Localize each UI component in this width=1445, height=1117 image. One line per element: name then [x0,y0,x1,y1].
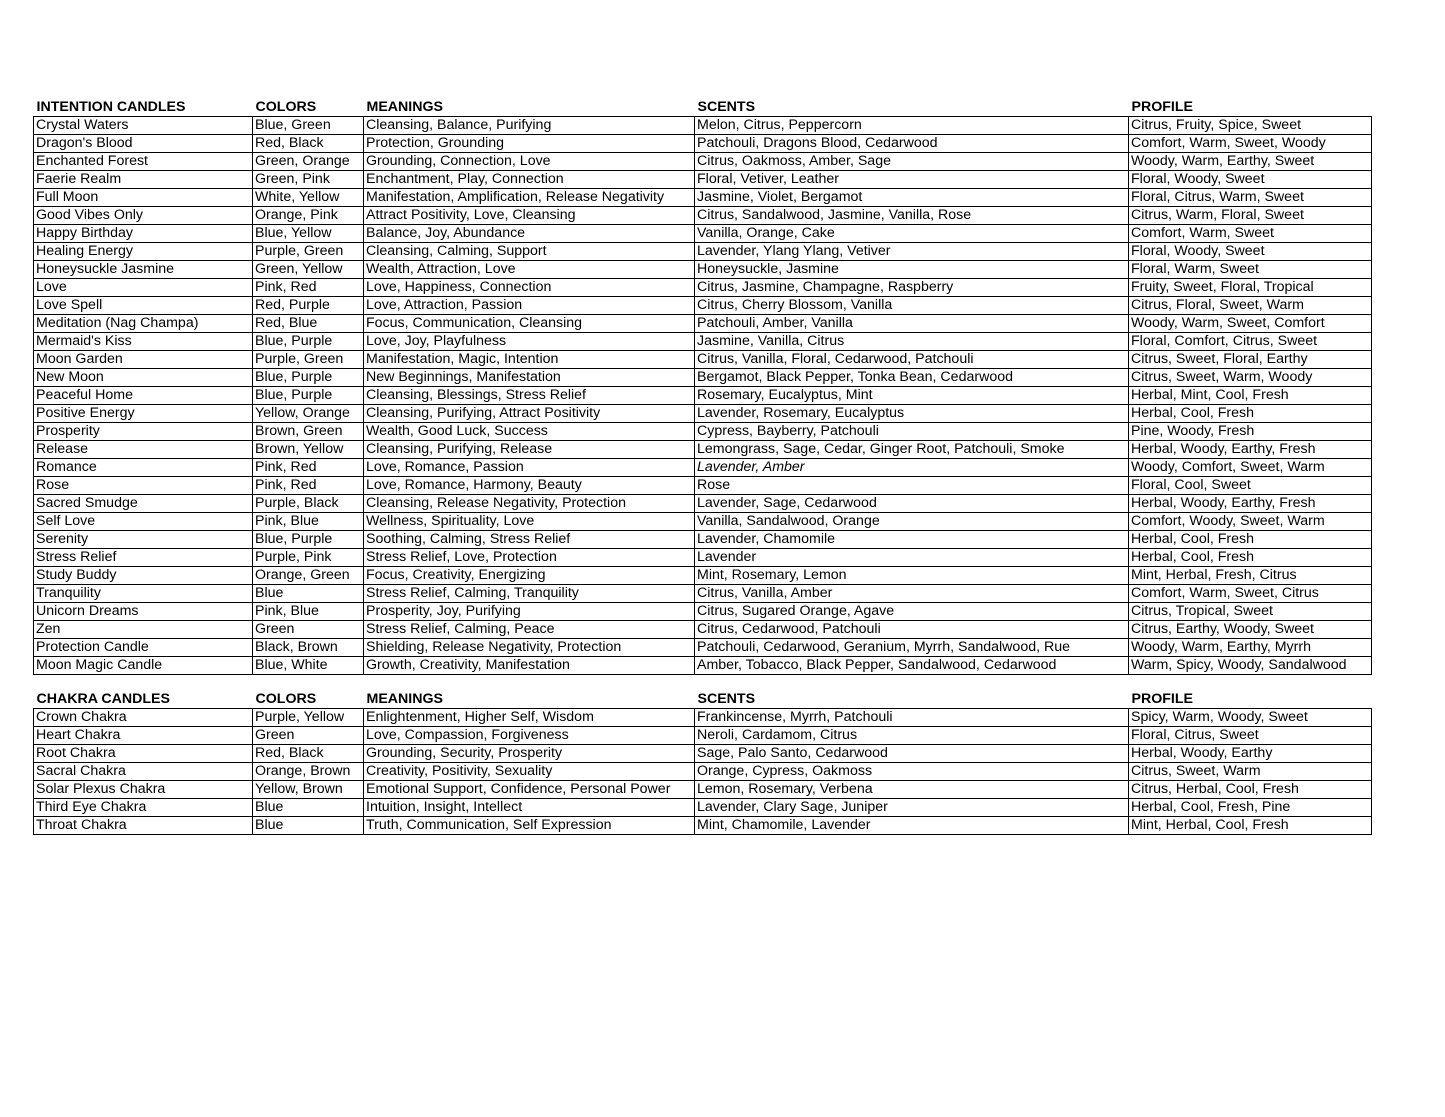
profile-cell: Floral, Citrus, Sweet [1129,727,1372,745]
colors-cell: Purple, Green [253,351,364,369]
scents-cell: Mint, Rosemary, Lemon [695,567,1129,585]
table-row [34,243,1372,261]
table-row [34,459,1372,477]
scents-cell: Citrus, Oakmoss, Amber, Sage [695,153,1129,171]
colors-cell: Blue [253,817,364,835]
profile-cell: Floral, Cool, Sweet [1129,477,1372,495]
scents-cell: Mint, Chamomile, Lavender [695,817,1129,835]
colors-cell: Green, Pink [253,171,364,189]
colors-cell: Yellow, Orange [253,405,364,423]
profile-cell: Comfort, Warm, Sweet, Citrus [1129,585,1372,603]
profile-cell: Herbal, Cool, Fresh [1129,405,1372,423]
scents-cell: Lavender, Ylang Ylang, Vetiver [695,243,1129,261]
meanings-cell: Love, Joy, Playfulness [364,333,695,351]
table-row [34,657,1372,675]
colors-cell: Pink, Red [253,477,364,495]
profile-cell: Fruity, Sweet, Floral, Tropical [1129,279,1372,297]
meanings-cell: Stress Relief, Calming, Peace [364,621,695,639]
table-row [34,621,1372,639]
meanings-cell: Stress Relief, Calming, Tranquility [364,585,695,603]
meanings-cell: Creativity, Positivity, Sexuality [364,763,695,781]
table-row [34,441,1372,459]
candle-name-cell: Meditation (Nag Champa) [34,315,253,333]
meanings-cell: Shielding, Release Negativity, Protection [364,639,695,657]
scents-cell: Lavender, Rosemary, Eucalyptus [695,405,1129,423]
meanings-cell: Grounding, Connection, Love [364,153,695,171]
meanings-cell: Soothing, Calming, Stress Relief [364,531,695,549]
candle-name-cell: Faerie Realm [34,171,253,189]
profile-cell: Herbal, Woody, Earthy [1129,745,1372,763]
meanings-cell: Grounding, Security, Prosperity [364,745,695,763]
colors-cell: Purple, Yellow [253,709,364,727]
candle-name-cell: Honeysuckle Jasmine [34,261,253,279]
scents-cell: Citrus, Cherry Blossom, Vanilla [695,297,1129,315]
candle-name-cell: Full Moon [34,189,253,207]
profile-cell: Citrus, Fruity, Spice, Sweet [1129,117,1372,135]
scents-cell: Citrus, Vanilla, Amber [695,585,1129,603]
profile-cell: Herbal, Woody, Earthy, Fresh [1129,441,1372,459]
header-intention-candles: INTENTION CANDLES [36,99,186,115]
scents-cell: Amber, Tobacco, Black Pepper, Sandalwood, Cedarwood [695,657,1129,675]
scents-cell: Lavender [695,549,1129,567]
meanings-cell: Wellness, Spirituality, Love [364,513,695,531]
colors-cell: Brown, Green [253,423,364,441]
scents-cell: Patchouli, Dragons Blood, Cedarwood [695,135,1129,153]
candle-name-cell: Love Spell [34,297,253,315]
profile-cell: Comfort, Warm, Sweet [1129,225,1372,243]
colors-cell: Blue [253,585,364,603]
colors-cell: Purple, Green [253,243,364,261]
profile-cell: Citrus, Sweet, Warm, Woody [1129,369,1372,387]
colors-cell: Red, Black [253,745,364,763]
meanings-cell: Focus, Creativity, Energizing [364,567,695,585]
scents-cell: Frankincense, Myrrh, Patchouli [695,709,1129,727]
scents-cell: Neroli, Cardamom, Citrus [695,727,1129,745]
candle-name-cell: Unicorn Dreams [34,603,253,621]
candle-name-cell: Protection Candle [34,639,253,657]
header-profile: PROFILE [1131,691,1193,707]
meanings-cell: Cleansing, Release Negativity, Protection [364,495,695,513]
table-row [34,171,1372,189]
candle-name-cell: Enchanted Forest [34,153,253,171]
colors-cell: Orange, Pink [253,207,364,225]
candle-name-cell: Sacral Chakra [34,763,253,781]
scents-cell: Vanilla, Sandalwood, Orange [695,513,1129,531]
scents-cell: Citrus, Sugared Orange, Agave [695,603,1129,621]
profile-cell: Mint, Herbal, Cool, Fresh [1129,817,1372,835]
profile-cell: Citrus, Herbal, Cool, Fresh [1129,781,1372,799]
meanings-cell: Focus, Communication, Cleansing [364,315,695,333]
profile-cell: Herbal, Cool, Fresh [1129,531,1372,549]
table-row [34,207,1372,225]
profile-cell: Floral, Woody, Sweet [1129,171,1372,189]
scents-cell: Citrus, Vanilla, Floral, Cedarwood, Patchouli [695,351,1129,369]
header-scents: SCENTS [697,691,756,707]
profile-cell: Spicy, Warm, Woody, Sweet [1129,709,1372,727]
colors-cell: Purple, Pink [253,549,364,567]
chakra-candles-table [33,690,1372,835]
colors-cell: Purple, Black [253,495,364,513]
candle-name-cell: Throat Chakra [34,817,253,835]
table-row [34,477,1372,495]
colors-cell: Blue [253,799,364,817]
table-row [34,117,1372,135]
candle-name-cell: Zen [34,621,253,639]
candle-name-cell: Tranquility [34,585,253,603]
scents-cell: Jasmine, Violet, Bergamot [695,189,1129,207]
table-row [34,603,1372,621]
candle-name-cell: Love [34,279,253,297]
meanings-cell: Love, Romance, Passion [364,459,695,477]
profile-cell: Mint, Herbal, Fresh, Citrus [1129,567,1372,585]
profile-cell: Herbal, Mint, Cool, Fresh [1129,387,1372,405]
scents-cell: Patchouli, Cedarwood, Geranium, Myrrh, Sandalwood, Rue [695,639,1129,657]
profile-cell: Herbal, Cool, Fresh, Pine [1129,799,1372,817]
scents-cell: Floral, Vetiver, Leather [695,171,1129,189]
meanings-cell: Attract Positivity, Love, Cleansing [364,207,695,225]
table-row [34,315,1372,333]
header-meanings: MEANINGS [366,99,443,115]
table-row [34,333,1372,351]
table-row [34,297,1372,315]
scents-cell: Orange, Cypress, Oakmoss [695,763,1129,781]
candle-sheet [33,98,1371,835]
colors-cell: Red, Blue [253,315,364,333]
scents-cell: Jasmine, Vanilla, Citrus [695,333,1129,351]
candle-name-cell: Moon Garden [34,351,253,369]
candle-name-cell: Positive Energy [34,405,253,423]
table-row [34,709,1372,727]
scents-cell: Melon, Citrus, Peppercorn [695,117,1129,135]
colors-cell: Red, Black [253,135,364,153]
header-profile: PROFILE [1131,99,1193,115]
meanings-cell: Love, Compassion, Forgiveness [364,727,695,745]
profile-cell: Herbal, Woody, Earthy, Fresh [1129,495,1372,513]
candle-name-cell: Crown Chakra [34,709,253,727]
table-row [34,495,1372,513]
colors-cell: Green [253,727,364,745]
colors-cell: Blue, Purple [253,387,364,405]
meanings-cell: Balance, Joy, Abundance [364,225,695,243]
meanings-cell: Protection, Grounding [364,135,695,153]
colors-cell: Blue, Green [253,117,364,135]
profile-cell: Woody, Warm, Earthy, Myrrh [1129,639,1372,657]
table-row [34,279,1372,297]
header-colors: COLORS [255,691,317,707]
meanings-cell: Love, Attraction, Passion [364,297,695,315]
colors-cell: Blue, Purple [253,369,364,387]
candle-name-cell: Rose [34,477,253,495]
intention-rows [34,117,1372,675]
colors-cell: Pink, Blue [253,603,364,621]
colors-cell: Pink, Blue [253,513,364,531]
scents-cell: Patchouli, Amber, Vanilla [695,315,1129,333]
profile-cell: Citrus, Sweet, Warm [1129,763,1372,781]
meanings-cell: Wealth, Attraction, Love [364,261,695,279]
scents-cell: Cypress, Bayberry, Patchouli [695,423,1129,441]
candle-name-cell: Crystal Waters [34,117,253,135]
meanings-cell: Love, Happiness, Connection [364,279,695,297]
meanings-cell: Cleansing, Balance, Purifying [364,117,695,135]
meanings-cell: Cleansing, Purifying, Release [364,441,695,459]
profile-cell: Herbal, Cool, Fresh [1129,549,1372,567]
profile-cell: Citrus, Warm, Floral, Sweet [1129,207,1372,225]
profile-cell: Comfort, Woody, Sweet, Warm [1129,513,1372,531]
meanings-cell: Manifestation, Amplification, Release Negativity [364,189,695,207]
meanings-cell: Stress Relief, Love, Protection [364,549,695,567]
colors-cell: Blue, Yellow [253,225,364,243]
profile-cell: Floral, Warm, Sweet [1129,261,1372,279]
candle-name-cell: Solar Plexus Chakra [34,781,253,799]
candle-name-cell: Good Vibes Only [34,207,253,225]
table-row [34,799,1372,817]
candle-name-cell: Happy Birthday [34,225,253,243]
table-row [34,405,1372,423]
colors-cell: Black, Brown [253,639,364,657]
scents-cell: Lemon, Rosemary, Verbena [695,781,1129,799]
candle-name-cell: Prosperity [34,423,253,441]
candle-name-cell: Mermaid's Kiss [34,333,253,351]
profile-cell: Woody, Comfort, Sweet, Warm [1129,459,1372,477]
table-row [34,817,1372,835]
scents-cell: Honeysuckle, Jasmine [695,261,1129,279]
colors-cell: Yellow, Brown [253,781,364,799]
meanings-cell: New Beginnings, Manifestation [364,369,695,387]
meanings-cell: Prosperity, Joy, Purifying [364,603,695,621]
scents-cell: Lemongrass, Sage, Cedar, Ginger Root, Patchouli, Smoke [695,441,1129,459]
candle-name-cell: Sacred Smudge [34,495,253,513]
table-row [34,351,1372,369]
colors-cell: Pink, Red [253,459,364,477]
candle-name-cell: Healing Energy [34,243,253,261]
profile-cell: Citrus, Floral, Sweet, Warm [1129,297,1372,315]
intention-header-row [34,98,1372,117]
table-row [34,781,1372,799]
profile-cell: Comfort, Warm, Sweet, Woody [1129,135,1372,153]
header-scents: SCENTS [697,99,756,115]
table-row [34,261,1372,279]
table-row [34,567,1372,585]
colors-cell: Brown, Yellow [253,441,364,459]
candle-name-cell: Study Buddy [34,567,253,585]
colors-cell: Green, Yellow [253,261,364,279]
meanings-cell: Cleansing, Purifying, Attract Positivity [364,405,695,423]
profile-cell: Pine, Woody, Fresh [1129,423,1372,441]
profile-cell: Floral, Comfort, Citrus, Sweet [1129,333,1372,351]
scents-cell: Bergamot, Black Pepper, Tonka Bean, Cedarwood [695,369,1129,387]
meanings-cell: Truth, Communication, Self Expression [364,817,695,835]
colors-cell: Blue, Purple [253,333,364,351]
scents-cell: Lavender, Amber [695,459,1129,477]
meanings-cell: Cleansing, Calming, Support [364,243,695,261]
table-row [34,549,1372,567]
colors-cell: Green, Orange [253,153,364,171]
profile-cell: Warm, Spicy, Woody, Sandalwood [1129,657,1372,675]
colors-cell: Blue, Purple [253,531,364,549]
meanings-cell: Enlightenment, Higher Self, Wisdom [364,709,695,727]
candle-name-cell: Heart Chakra [34,727,253,745]
header-chakra-candles: CHAKRA CANDLES [36,691,170,707]
meanings-cell: Wealth, Good Luck, Success [364,423,695,441]
scents-cell: Lavender, Chamomile [695,531,1129,549]
scents-cell: Lavender, Clary Sage, Juniper [695,799,1129,817]
colors-cell: Blue, White [253,657,364,675]
candle-name-cell: Self Love [34,513,253,531]
meanings-cell: Emotional Support, Confidence, Personal Power [364,781,695,799]
candle-name-cell: New Moon [34,369,253,387]
candle-name-cell: Moon Magic Candle [34,657,253,675]
meanings-cell: Cleansing, Blessings, Stress Relief [364,387,695,405]
scents-cell: Rosemary, Eucalyptus, Mint [695,387,1129,405]
table-row [34,639,1372,657]
scents-cell: Citrus, Cedarwood, Patchouli [695,621,1129,639]
table-row [34,531,1372,549]
colors-cell: White, Yellow [253,189,364,207]
colors-cell: Green [253,621,364,639]
colors-cell: Orange, Green [253,567,364,585]
table-row [34,513,1372,531]
colors-cell: Orange, Brown [253,763,364,781]
table-row [34,423,1372,441]
profile-cell: Citrus, Sweet, Floral, Earthy [1129,351,1372,369]
profile-cell: Citrus, Tropical, Sweet [1129,603,1372,621]
table-row [34,135,1372,153]
profile-cell: Floral, Citrus, Warm, Sweet [1129,189,1372,207]
table-row [34,225,1372,243]
table-row [34,585,1372,603]
candle-name-cell: Romance [34,459,253,477]
intention-candles-table [33,98,1372,675]
table-row [34,189,1372,207]
table-row [34,727,1372,745]
scents-cell: Sage, Palo Santo, Cedarwood [695,745,1129,763]
profile-cell: Citrus, Earthy, Woody, Sweet [1129,621,1372,639]
scents-cell: Vanilla, Orange, Cake [695,225,1129,243]
candle-name-cell: Serenity [34,531,253,549]
meanings-cell: Intuition, Insight, Intellect [364,799,695,817]
colors-cell: Pink, Red [253,279,364,297]
table-row [34,153,1372,171]
profile-cell: Woody, Warm, Earthy, Sweet [1129,153,1372,171]
profile-cell: Woody, Warm, Sweet, Comfort [1129,315,1372,333]
profile-cell: Floral, Woody, Sweet [1129,243,1372,261]
scents-cell: Rose [695,477,1129,495]
candle-name-cell: Dragon's Blood [34,135,253,153]
scents-cell: Citrus, Jasmine, Champagne, Raspberry [695,279,1129,297]
scents-cell: Lavender, Sage, Cedarwood [695,495,1129,513]
meanings-cell: Enchantment, Play, Connection [364,171,695,189]
candle-name-cell: Third Eye Chakra [34,799,253,817]
meanings-cell: Growth, Creativity, Manifestation [364,657,695,675]
table-row [34,387,1372,405]
table-row [34,369,1372,387]
table-row [34,763,1372,781]
chakra-header-row [34,690,1372,709]
header-colors: COLORS [255,99,317,115]
scents-cell: Citrus, Sandalwood, Jasmine, Vanilla, Rose [695,207,1129,225]
candle-name-cell: Release [34,441,253,459]
meanings-cell: Love, Romance, Harmony, Beauty [364,477,695,495]
header-meanings: MEANINGS [366,691,443,707]
candle-name-cell: Peaceful Home [34,387,253,405]
candle-name-cell: Stress Relief [34,549,253,567]
chakra-rows [34,709,1372,835]
meanings-cell: Manifestation, Magic, Intention [364,351,695,369]
colors-cell: Red, Purple [253,297,364,315]
table-row [34,745,1372,763]
candle-name-cell: Root Chakra [34,745,253,763]
